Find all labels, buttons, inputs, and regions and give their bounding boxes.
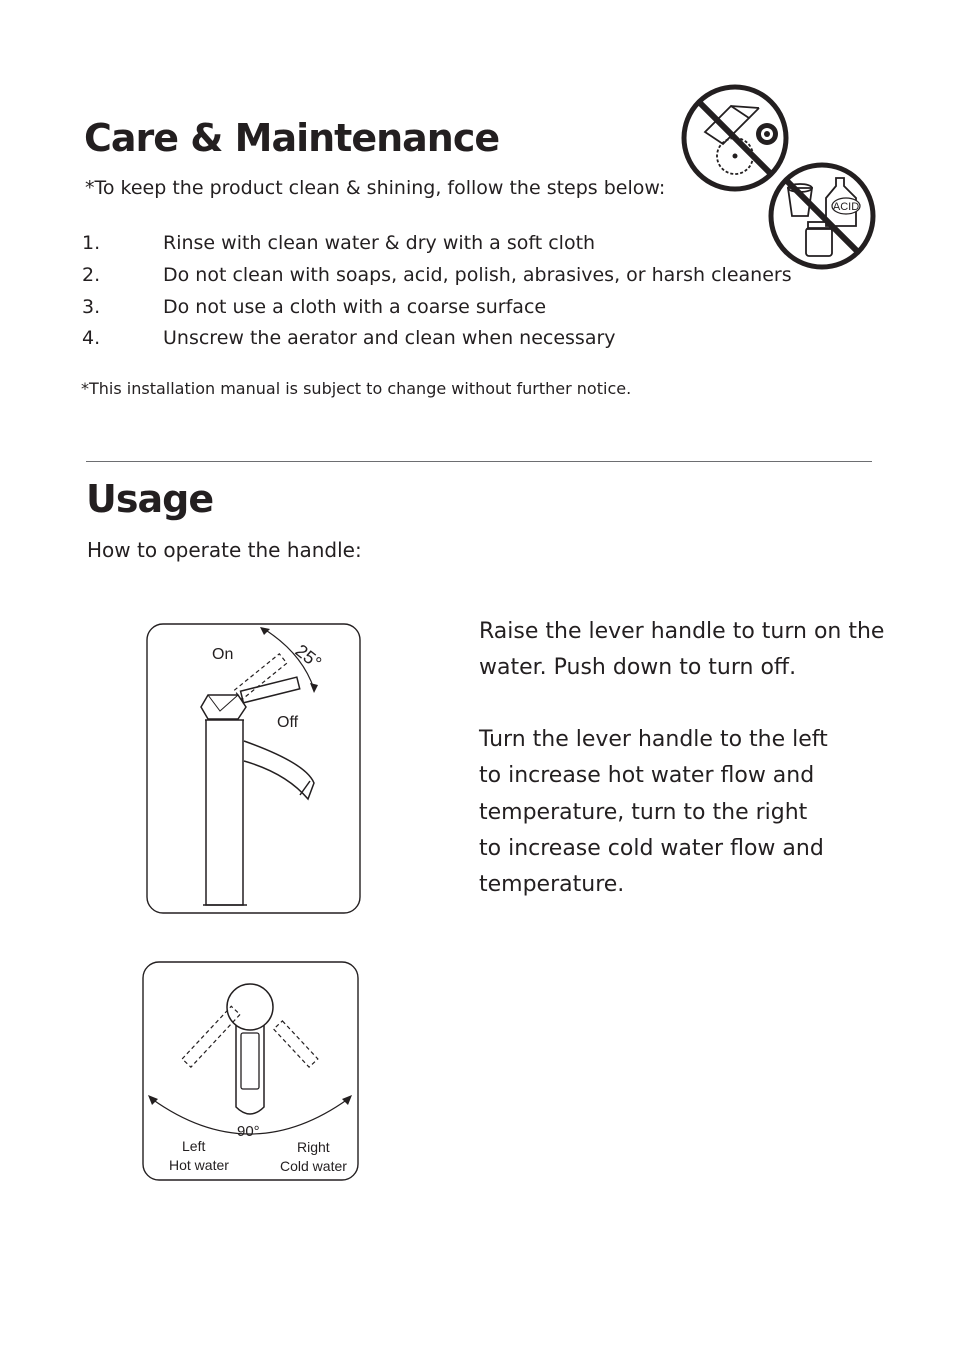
- instruction-line: to increase cold water flow and: [479, 835, 824, 861]
- right-label: Right: [297, 1139, 330, 1155]
- lever-angle-label: 25°: [291, 640, 326, 673]
- no-acid-chemicals-icon: [766, 160, 878, 272]
- care-intro-text: *To keep the product clean & shining, follow the steps below:: [85, 177, 666, 199]
- step-text: Rinse with clean water & dry with a soft cloth: [163, 232, 596, 254]
- step-number: 1.: [82, 232, 101, 254]
- left-label: Left: [182, 1138, 206, 1154]
- instruction-line: water. Push down to turn off.: [479, 655, 797, 681]
- instruction-line: Raise the lever handle to turn on the: [479, 619, 885, 644]
- step-number: 4.: [82, 327, 101, 350]
- usage-title: Usage: [86, 477, 214, 521]
- instruction-line: temperature, turn to the right: [479, 799, 808, 825]
- step-text: Unscrew the aerator and clean when necessary: [163, 327, 616, 350]
- instruction-line: temperature.: [479, 872, 625, 898]
- on-label: On: [212, 646, 234, 663]
- disclaimer-note: *This installation manual is subject to change without further notice.: [81, 379, 632, 398]
- care-maintenance-title: Care & Maintenance: [84, 116, 500, 160]
- step-number: 2.: [82, 263, 101, 286]
- instruction-line: to increase hot water flow and: [479, 763, 815, 789]
- section-divider: [86, 461, 872, 462]
- cold-water-label: Cold water: [280, 1158, 347, 1174]
- instructions-temperature: [479, 722, 899, 903]
- lever-rotation-diagram: [142, 961, 360, 1183]
- acid-label: ACID: [832, 201, 860, 213]
- instruction-line: Turn the lever handle to the left: [479, 727, 828, 752]
- rotation-angle-label: 90°: [237, 1123, 260, 1140]
- hot-water-label: Hot water: [169, 1157, 229, 1173]
- step-number: 3.: [82, 295, 101, 318]
- off-label: Off: [277, 714, 299, 731]
- step-text: Do not clean with soaps, acid, polish, abrasives, or harsh cleaners: [163, 263, 792, 286]
- usage-intro-text: How to operate the handle:: [87, 538, 362, 562]
- lever-on-off-diagram: [146, 623, 362, 915]
- instructions-on-off: [479, 614, 899, 687]
- step-text: Do not use a cloth with a coarse surface: [163, 295, 547, 318]
